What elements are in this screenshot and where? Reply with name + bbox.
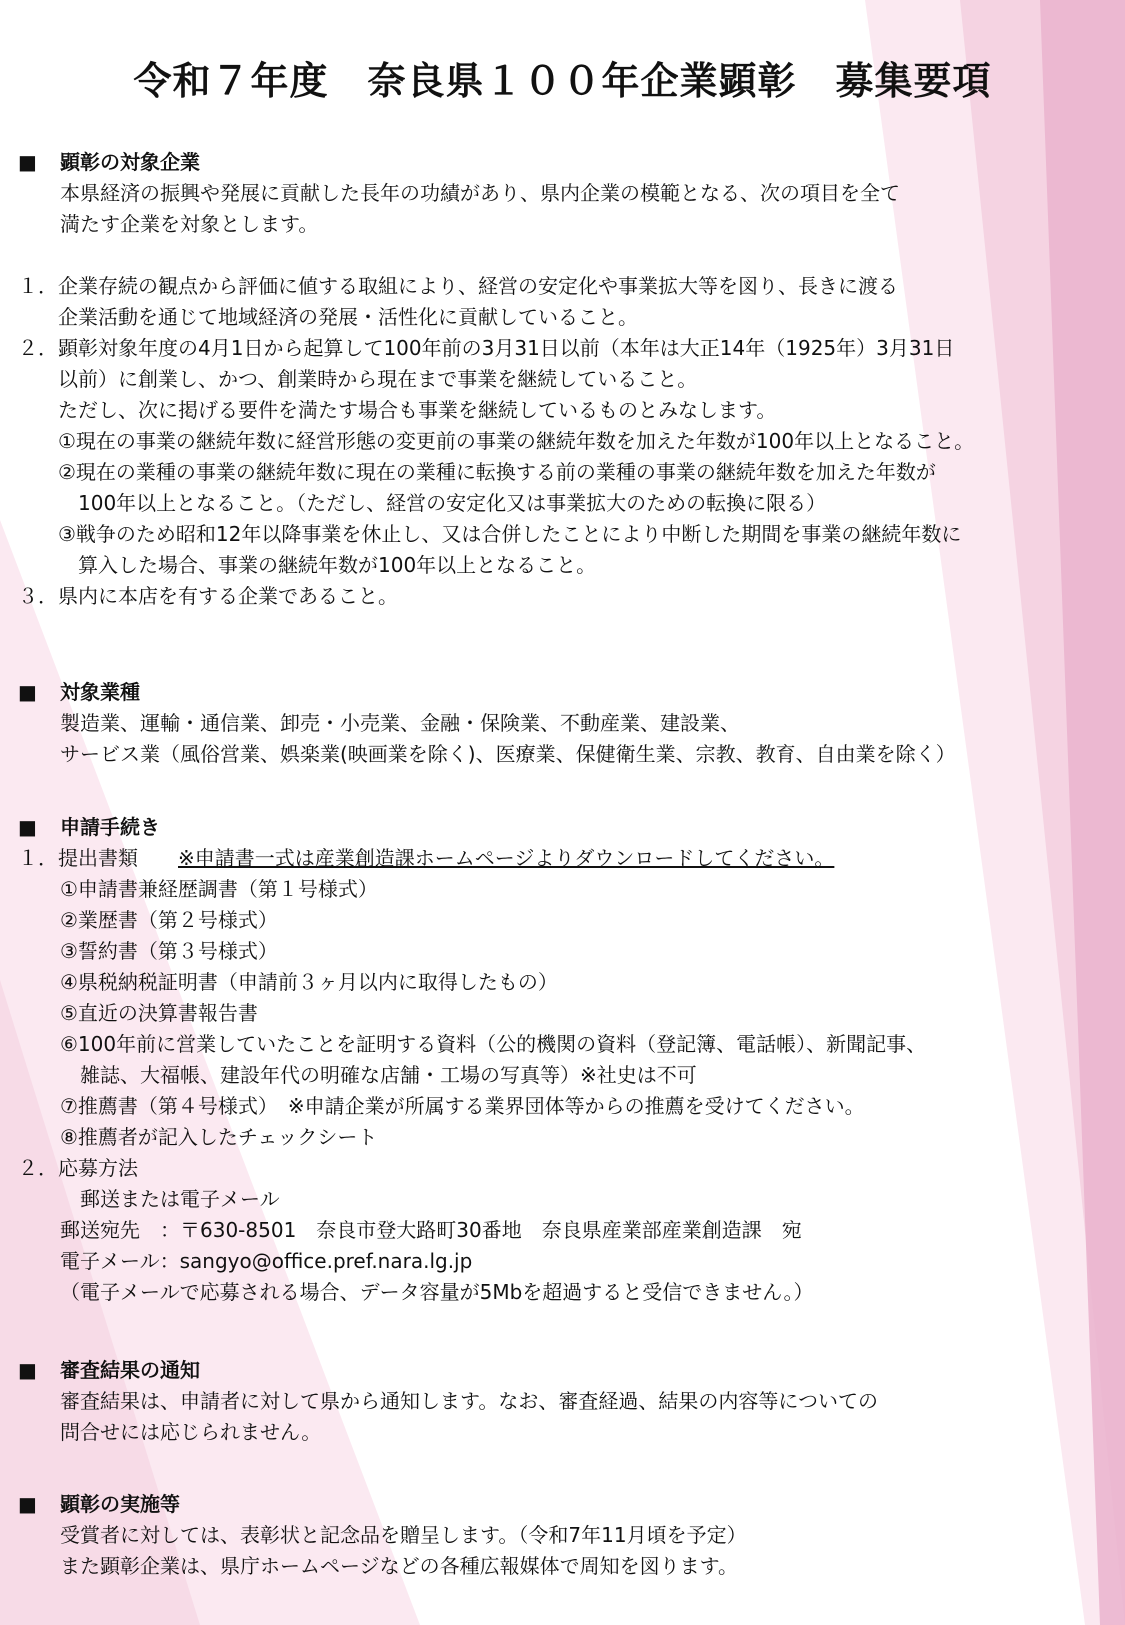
doc-item: ①申請書兼経歴調書（第１号様式） [60,877,378,901]
doc-item: ②業歴書（第２号様式） [60,908,278,932]
target-intro-line: 満たす企業を対象とします。 [60,212,319,236]
industries-line: サービス業（風俗営業、娯楽業(映画業を除く)、医療業、保健衛生業、宗教、教育、自由業を除く） [60,742,956,766]
target-intro-line: 本県経済の振興や発展に貢献した長年の功績があり、県内企業の模範となる、次の項目を全て [60,181,900,205]
target-item-line: ２．顕彰対象年度の4月1日から起算して100年前の3月31日以前（本年は大正14年（1925年）3月31日 [18,336,955,360]
doc-item: ③誓約書（第３号様式） [60,939,278,963]
section-bullet: ■ [18,815,37,839]
section-heading-results: 審査結果の通知 [60,1358,200,1382]
doc-item: ④県税納税証明書（申請前３ヶ月以内に取得したもの） [60,970,558,994]
target-item-line: 100年以上となること。（ただし、経営の安定化又は事業拡大のための転換に限る） [18,491,827,515]
doc-item: ⑦推薦書（第４号様式） ※申請企業が所属する業界団体等からの推薦を受けてください。 [60,1094,865,1118]
section-heading-procedure: 申請手続き [60,815,160,839]
industries-line: 製造業、運輸・通信業、卸売・小売業、金融・保険業、不動産業、建設業、 [60,711,740,735]
page-title: 令和７年度 奈良県１００年企業顕彰 募集要項 [133,59,992,103]
ceremony-line: 受賞者に対しては、表彰状と記念品を贈呈します。（令和7年11月頃を予定） [60,1523,747,1547]
doc-item: 雑誌、大福帳、建設年代の明確な店舗・工場の写真等）※社史は不可 [60,1063,697,1087]
doc-item: ⑤直近の決算書報告書 [60,1001,258,1025]
download-note: ※申請書一式は産業創造課ホームページよりダウンロードしてください。 [178,846,835,870]
method-line: 郵送または電子メール [60,1187,280,1211]
section-bullet: ■ [18,1492,37,1516]
target-item-line: 算入した場合、事業の継続年数が100年以上となること。 [18,553,597,577]
docs-label: １．提出書類 [18,846,158,870]
section-heading-industries: 対象業種 [60,680,140,704]
ceremony-line: また顕彰企業は、県庁ホームページなどの各種広報媒体で周知を図ります。 [60,1554,738,1578]
email-size-note: （電子メールで応募される場合、データ容量が5Mbを超過すると受信できません。） [60,1280,814,1304]
target-item-line: ただし、次に掲げる要件を満たす場合も事業を継続しているものとみなします。 [18,398,777,422]
section-bullet: ■ [18,150,37,174]
target-item-line: ③戦争のため昭和12年以降事業を休止し、又は合併したことにより中断した期間を事業の継続年数に [18,522,962,546]
mail-address-line: 郵送宛先 ：〒630-8501 奈良市登大路町30番地 奈良県産業部産業創造課 宛 [60,1218,802,1242]
doc-item: ⑥100年前に営業していたことを証明する資料（公的機関の資料（登記簿、電話帳）、新聞記事、 [60,1032,927,1056]
target-item-line: 以前）に創業し、かつ、創業時から現在まで事業を継続していること。 [18,367,698,391]
docs-row [18,846,834,870]
target-item-line: ①現在の事業の継続年数に経営形態の変更前の事業の継続年数を加えた年数が100年以上となること。 [18,429,975,453]
target-item-line: 企業活動を通じて地域経済の発展・活性化に貢献していること。 [18,305,638,329]
target-item-line: １．企業存続の観点から評価に値する取組により、経営の安定化や事業拡大等を図り、長きに渡る [18,274,898,298]
section-bullet: ■ [18,1358,37,1382]
method-label: ２．応募方法 [18,1156,138,1180]
results-line: 問合せには応じられません。 [60,1420,322,1444]
target-item-line: ３．県内に本店を有する企業であること。 [18,584,398,608]
target-item-line: ②現在の業種の事業の継続年数に現在の業種に転換する前の業種の事業の継続年数を加えた年数が [18,460,936,484]
section-heading-ceremony: 顕彰の実施等 [60,1492,180,1516]
results-line: 審査結果は、申請者に対して県から通知します。なお、審査経過、結果の内容等についての [60,1389,878,1413]
section-bullet: ■ [18,680,37,704]
section-heading-target: 顕彰の対象企業 [60,150,200,174]
doc-item: ⑧推薦者が記入したチェックシート [60,1125,378,1149]
email-address-line: 電子メール：sangyo@office.pref.nara.lg.jp [60,1249,473,1273]
